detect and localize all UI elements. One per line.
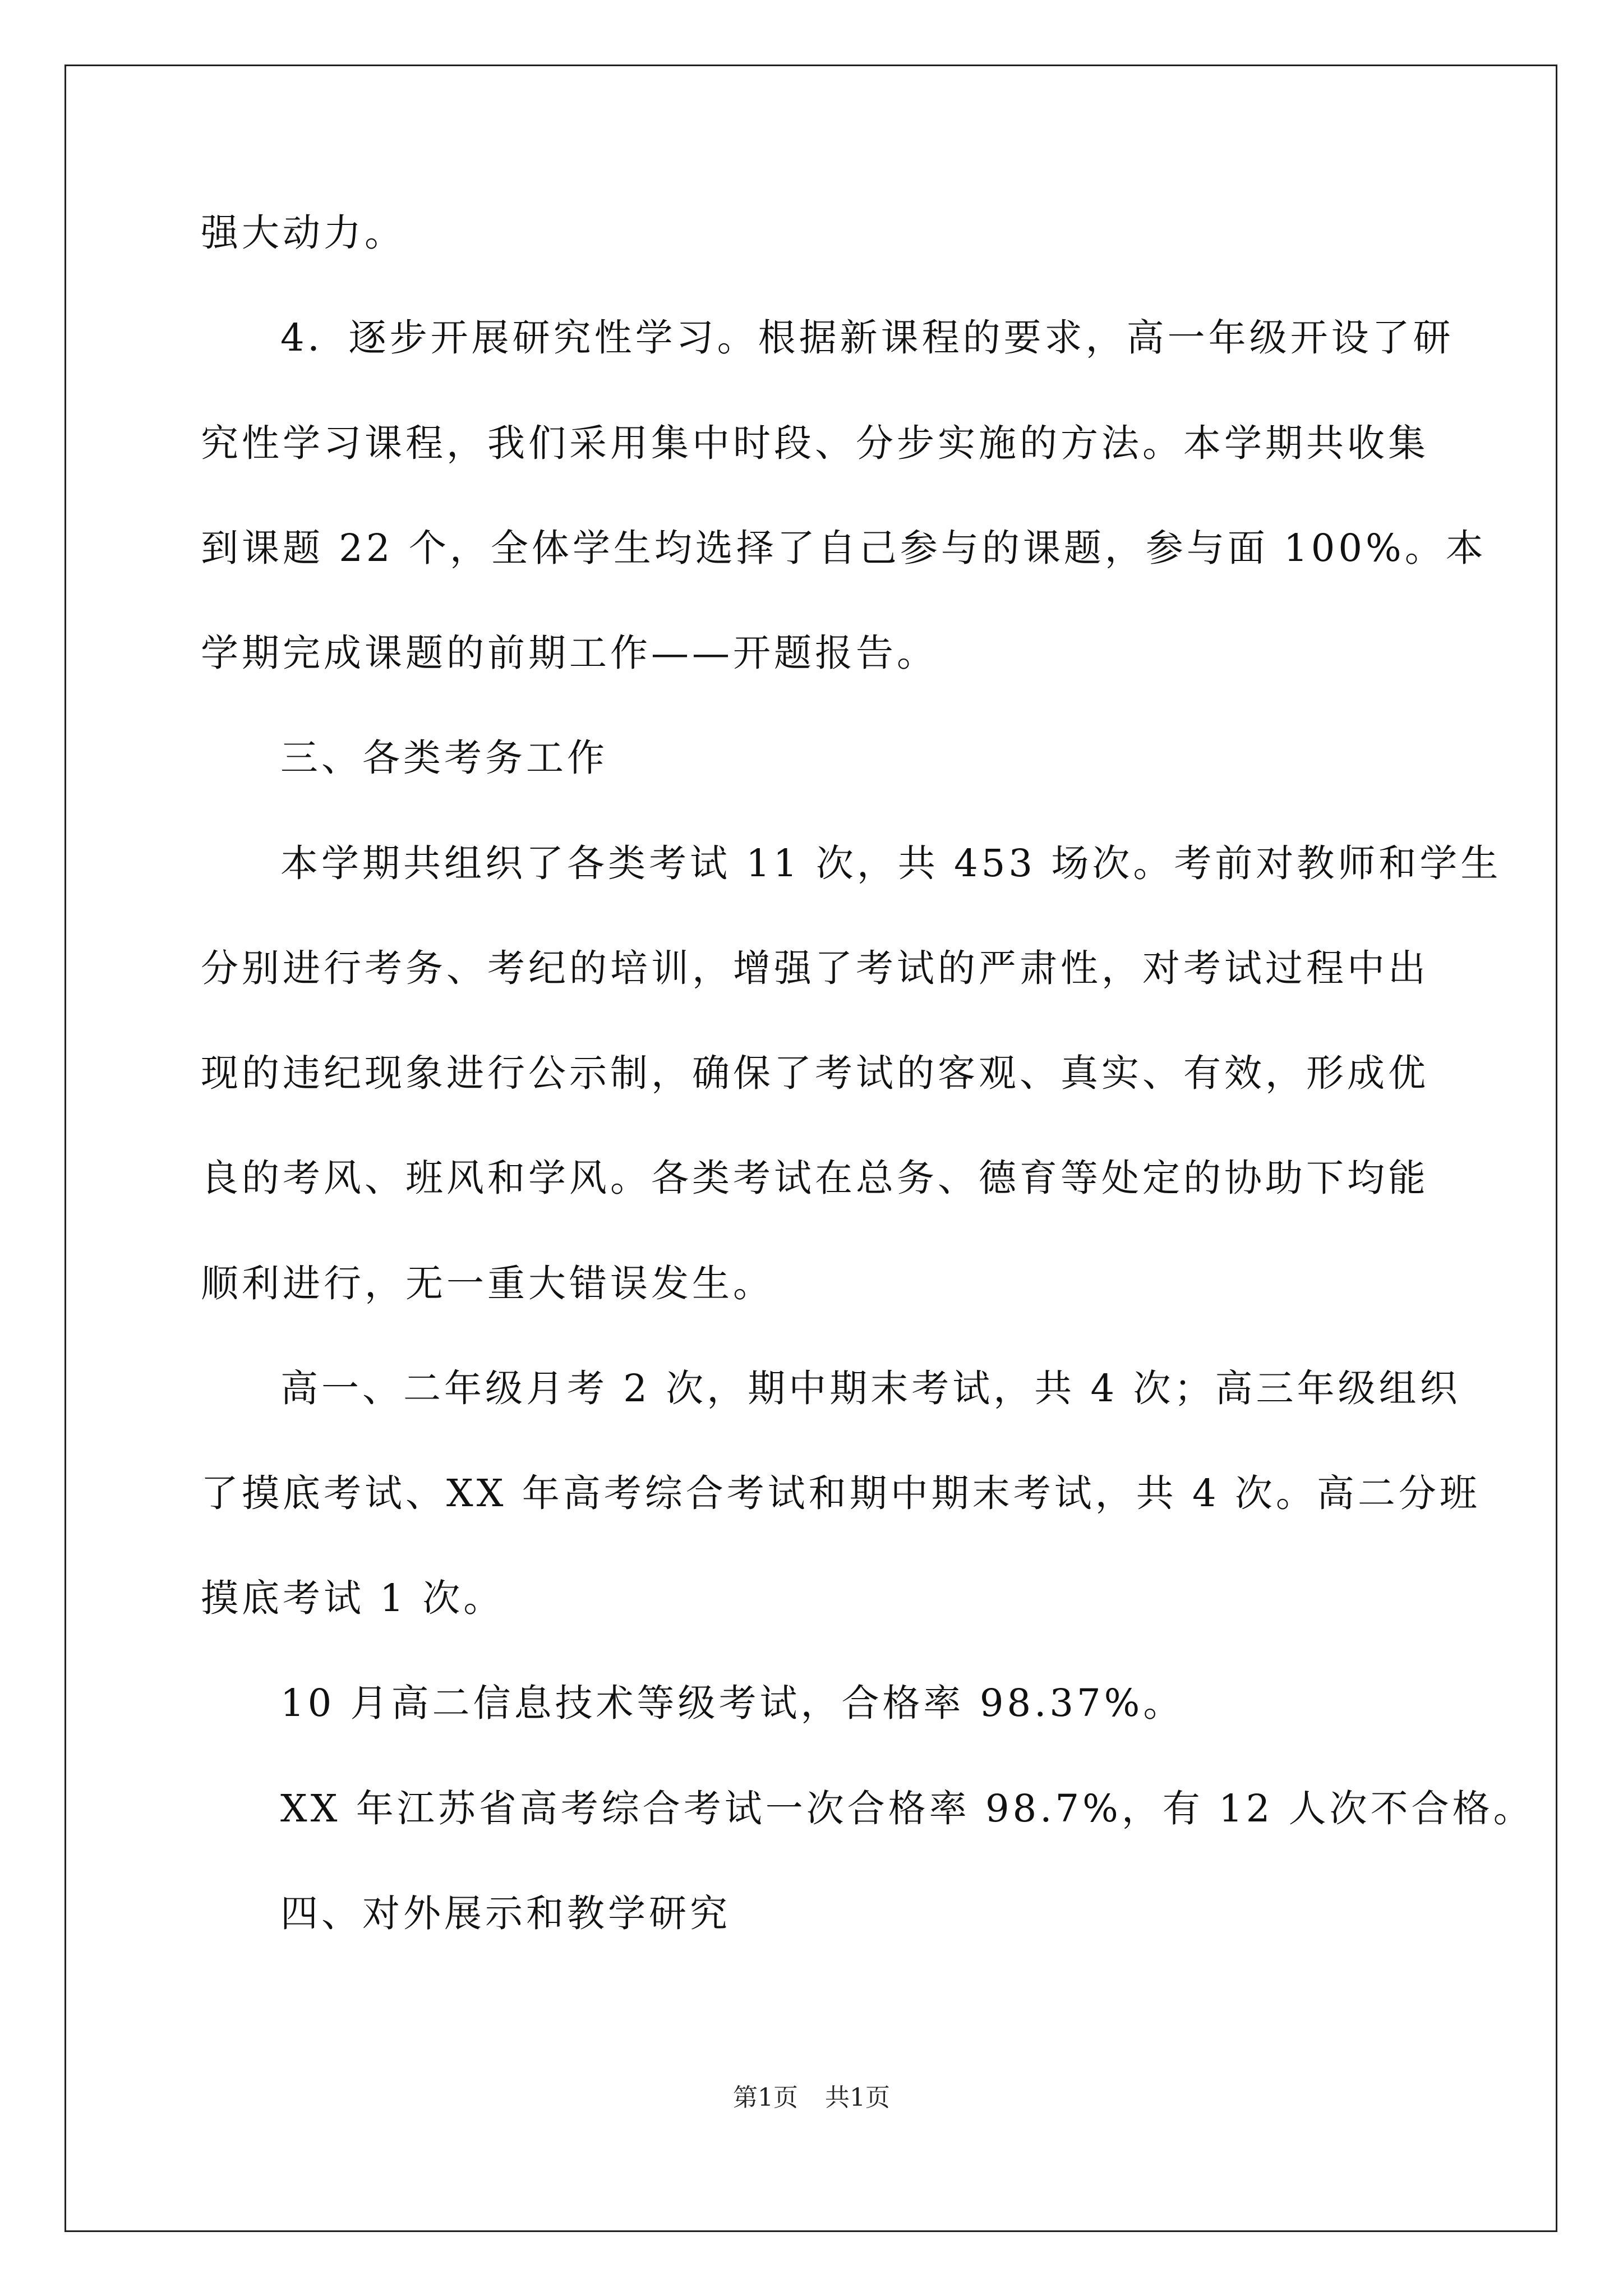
text-line: 强大动力。 <box>201 211 405 255</box>
text-line: 了摸底考试、XX 年高考综合考试和期中期末考试，共 4 次。高二分班 <box>201 1471 1481 1515</box>
text-line: 究性学习课程，我们采用集中时段、分步实施的方法。本学期共收集 <box>201 421 1429 465</box>
text-line: XX 年江苏省高考综合考试一次合格率 98.7%，有 12 人次不合格。 <box>280 1787 1534 1830</box>
page-total: 共1页 <box>825 2083 890 2112</box>
text-line: 4．逐步开展研究性学习。根据新课程的要求，高一年级开设了研 <box>280 316 1454 360</box>
text-line: 本学期共组织了各类考试 11 次，共 453 场次。考前对教师和学生 <box>280 841 1502 885</box>
text-line: 10 月高二信息技术等级考试，合格率 98.37%。 <box>280 1681 1184 1725</box>
text-line: 顺利进行，无一重大错误发生。 <box>201 1262 774 1305</box>
text-line: 摸底考试 1 次。 <box>201 1576 505 1620</box>
text-line: 现的违纪现象进行公示制，确保了考试的客观、真实、有效，形成优 <box>201 1051 1429 1095</box>
text-line: 分别进行考务、考纪的培训，增强了考试的严肃性，对考试过程中出 <box>201 946 1429 990</box>
section-heading: 三、各类考务工作 <box>280 736 608 780</box>
text-line: 到课题 22 个，全体学生均选择了自己参与的课题，参与面 100%。本 <box>201 526 1487 570</box>
text-line: 学期完成课题的前期工作——开题报告。 <box>201 631 938 675</box>
section-heading: 四、对外展示和教学研究 <box>280 1892 731 1935</box>
text-line: 良的考风、班风和学风。各类考试在总务、德育等处定的协助下均能 <box>201 1156 1429 1200</box>
page-number: 第1页 <box>733 2083 798 2112</box>
text-line: 高一、二年级月考 2 次，期中期末考试，共 4 次；高三年级组织 <box>280 1366 1461 1410</box>
page-footer <box>0 2081 1623 2115</box>
